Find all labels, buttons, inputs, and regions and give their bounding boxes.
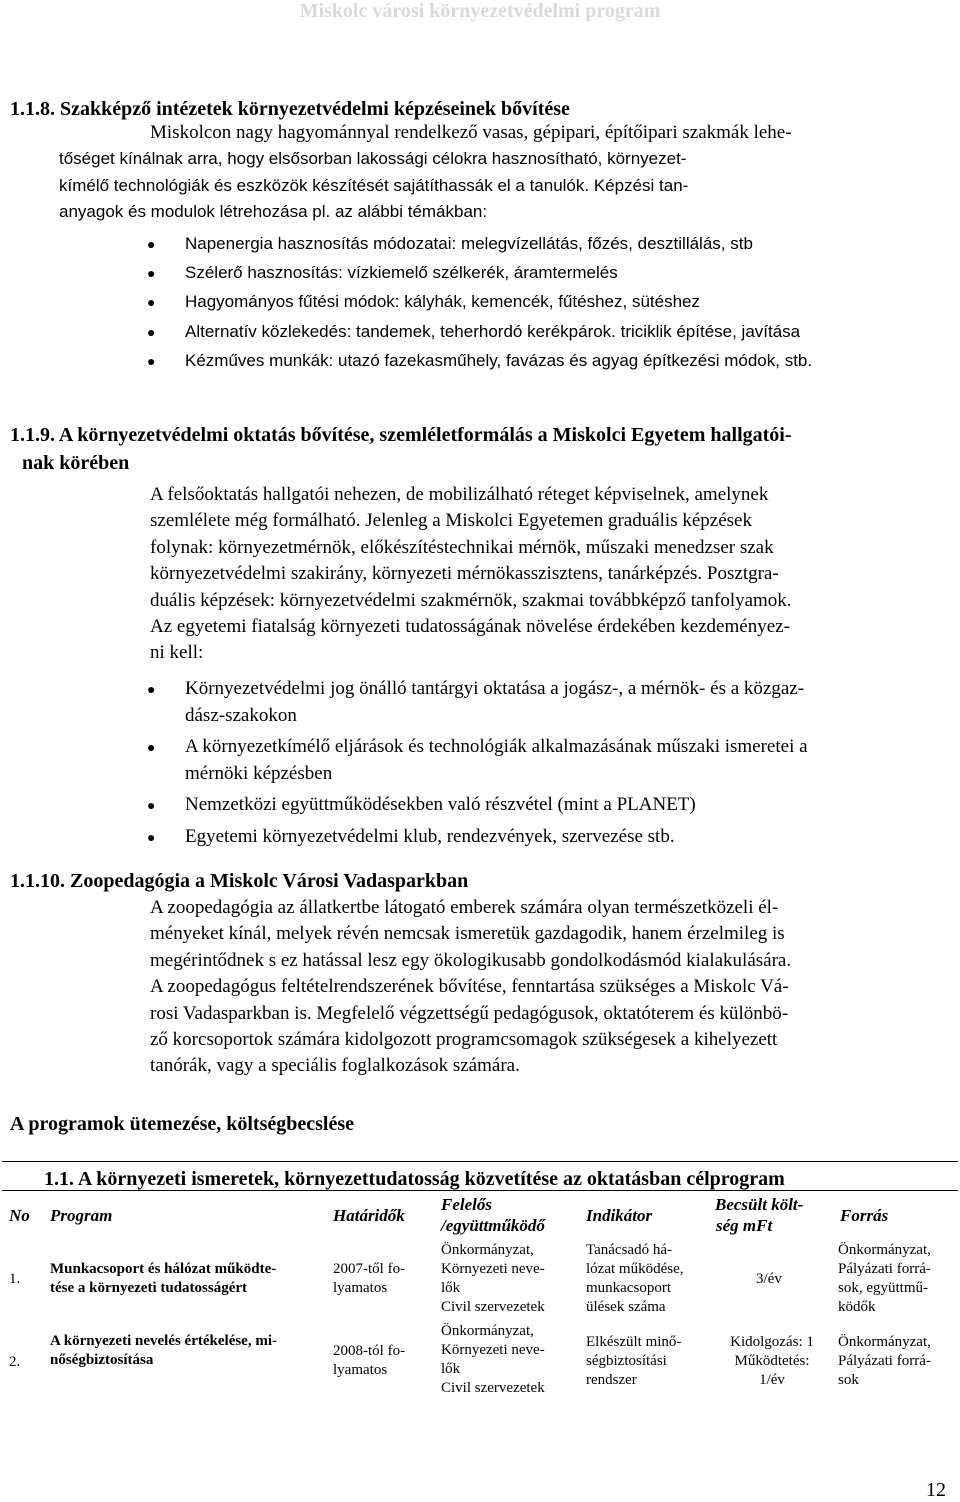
cell-line: 2008-tól fo-	[333, 1343, 406, 1359]
cell-no: 2.	[9, 1354, 21, 1370]
section-heading-1-1-10: 1.1.10. Zoopedagógia a Miskolc Városi Vadasparkban	[10, 870, 469, 892]
cell-line: Önkormányzat,	[838, 1334, 931, 1350]
cell-line: Civil szervezetek	[441, 1299, 545, 1315]
bullet-icon: ●	[147, 741, 156, 756]
text-line: rosi Vadasparkban is. Megfelelő végzettségű pedagógusok, oktatóterem és különbö-	[150, 1002, 789, 1024]
col-header-responsible: Felelős	[441, 1195, 492, 1214]
cell-line: Önkormányzat,	[441, 1323, 534, 1339]
cell-line: lyamatos	[333, 1280, 388, 1296]
col-header-cost: Becsült költ-	[715, 1195, 804, 1214]
list-item: ● Nemzetközi együttműködésekben való részvétel (mint a PLANET)	[147, 792, 808, 819]
list-item: ● A környezetkímélő eljárások és technológiák alkalmazásának műszaki ismeretei a mérnöki képzésben	[147, 736, 808, 784]
col-header-source: Forrás	[840, 1206, 889, 1225]
bullet-icon: ●	[147, 265, 156, 282]
cell-line: Pályázati forrá-	[838, 1261, 931, 1277]
text-line: megérintődnek s ez hatással lesz egy ökologikusabb gondolkodásmód kialakulására.	[150, 949, 792, 971]
cell-line: lők	[441, 1280, 461, 1296]
col-header-cooperating: /együttműködő	[441, 1216, 545, 1235]
text-line: szemlélete még formálható. Jelenleg a Miskolci Egyetemen graduális képzések	[150, 510, 752, 532]
cell-line: Önkormányzat,	[838, 1242, 931, 1258]
topic-list	[147, 229, 812, 375]
university-initiatives-list	[147, 676, 808, 850]
list-item: ● Hagyományos fűtési módok: kályhák, kemencék, fűtéshez, sütéshez	[147, 287, 812, 316]
cell-indicator	[586, 1241, 683, 1317]
col-header-deadline: Határidők	[333, 1206, 405, 1225]
bullet-icon: ●	[147, 294, 156, 311]
text-line: Az egyetemi fiatalság környezeti tudatosságának növelése érdekében kezdeményez-	[150, 616, 790, 638]
bullet-icon: ●	[147, 683, 156, 698]
bullet-icon: ●	[147, 236, 156, 252]
cell-deadline	[333, 1260, 405, 1298]
cell-line: 1/év	[759, 1372, 785, 1388]
table-top-border	[2, 1161, 958, 1162]
programs-title: A programok ütemezése, költségbecslése	[10, 1113, 355, 1135]
list-item: ● Kézműves munkák: utazó fazekasműhely, favázas és agyag építkezési módok, stb.	[147, 346, 812, 375]
cell-line: 2007-től fo-	[333, 1261, 406, 1277]
text-line: anyagok és modulok létrehozása pl. az alábbi témákban:	[59, 202, 488, 222]
bullet-icon: ●	[147, 830, 156, 846]
cell-responsible	[441, 1241, 545, 1317]
col-header-no: No	[9, 1206, 30, 1225]
cell-line: Pályázati forrá-	[838, 1353, 931, 1369]
cell-line: Környezeti neve-	[441, 1261, 545, 1277]
cell-line: Önkormányzat,	[441, 1242, 534, 1258]
table-caption: 1.1. A környezeti ismeretek, környezettudatosság közvetítése az oktatásban célprogram	[44, 1168, 785, 1190]
list-item: ● Napenergia hasznosítás módozatai: melegvízellátás, főzés, desztillálás, stb	[147, 229, 812, 258]
cell-line: 3/év	[756, 1271, 782, 1287]
text-line: A zoopedagógia az állatkertbe látogató emberek számára olyan természetközeli él-	[150, 897, 779, 918]
cell-line: Tanácsadó há-	[586, 1242, 672, 1258]
section-1-1-10-body	[150, 895, 791, 1080]
cell-cost	[722, 1333, 822, 1390]
text-line: tanórák, vagy a speciális foglalkozások számára.	[150, 1055, 520, 1077]
col-header-cost-unit: ség mFt	[716, 1216, 773, 1235]
cell-cost	[756, 1270, 782, 1289]
text-line: folynak: környezetmérnök, előkészítéstechnikai mérnök, műszaki menedzser szak	[150, 536, 774, 558]
text-line: tőséget kínálnak arra, hogy elsősorban lakossági célokra hasznosítható, környezet-	[59, 149, 687, 169]
cell-line: sok, együttmű-	[838, 1280, 928, 1296]
cell-line: Kidolgozás: 1	[730, 1334, 814, 1350]
page-number: 12	[926, 1479, 946, 1501]
text-line: környezetvédelmi szakirány, környezeti mérnökasszisztens, tanárképzés. Posztgra-	[150, 563, 779, 585]
cell-program	[50, 1332, 277, 1370]
cell-line: lyamatos	[333, 1362, 388, 1378]
cell-no: 1.	[9, 1271, 21, 1287]
cell-line: Környezeti neve-	[441, 1342, 545, 1358]
cell-deadline	[333, 1342, 405, 1380]
cell-responsible	[441, 1322, 545, 1398]
list-item: ● Környezetvédelmi jog önálló tantárgyi oktatása a jogász-, a mérnök- és a közgaz- dász-szakokon	[147, 678, 805, 726]
cell-line: A környezeti nevelés értékelése, mi-	[50, 1333, 277, 1349]
cell-line: lózat működése,	[586, 1261, 684, 1277]
text-line: A zoopedagógus feltételrendszerének bővítése, fenntartása szükséges a Miskolc Vá-	[150, 976, 789, 998]
table-caption-divider	[2, 1190, 958, 1191]
section-heading-1-1-9: 1.1.9. A környezetvédelmi oktatás bővítése, szemléletformálás a Miskolci Egyetem hallgatói-	[10, 424, 792, 446]
cell-source	[838, 1333, 931, 1390]
text-line: ményeket kínál, melyek révén nemcsak ismeretük gazdagodik, hanem érzelmileg is	[150, 923, 785, 945]
text-line: ző korcsoportok számára kidolgozott programcsomagok szükségesek a kihelyezett	[150, 1029, 778, 1051]
cell-source	[838, 1241, 931, 1317]
section-heading-1-1-9-cont: nak körében	[22, 452, 130, 474]
bullet-icon: ●	[147, 352, 156, 369]
cell-line: Munkacsoport és hálózat működte-	[50, 1261, 277, 1277]
cell-line: Működtetés:	[734, 1353, 810, 1369]
text-line: duális képzések: környezetvédelmi szakmérnök, szakmai továbbképző tanfolyamok.	[150, 589, 792, 611]
bullet-icon: ●	[147, 799, 156, 814]
list-item: ● Szélerő hasznosítás: vízkiemelő szélkerék, áramtermelés	[147, 258, 812, 287]
text-line: A felsőoktatás hallgatói nehezen, de mobilizálható réteget képviselnek, amelynek	[150, 484, 769, 505]
col-header-indicator: Indikátor	[586, 1206, 653, 1225]
list-item: ● Alternatív közlekedés: tandemek, teherhordó kerékpárok. triciklik építése, javítása	[147, 317, 812, 346]
text-line: ni kell:	[150, 642, 204, 664]
col-header-program: Program	[50, 1206, 113, 1225]
cell-line: ülések száma	[586, 1299, 666, 1315]
cell-line: ségbiztosítási	[586, 1353, 667, 1369]
section-1-1-9-body	[150, 482, 792, 667]
cell-line: Elkészült minő-	[586, 1334, 682, 1350]
section-heading-1-1-8: 1.1.8. Szakképző intézetek környezetvédelmi képzéseinek bővítése	[10, 98, 570, 120]
cell-line: sok	[838, 1372, 859, 1388]
text-line: Miskolcon nagy hagyománnyal rendelkező vasas, gépipari, építőipari szakmák lehe-	[150, 122, 792, 143]
cell-line: tése a környezeti tudatosságért	[50, 1280, 248, 1296]
cell-line: lők	[441, 1361, 461, 1377]
cell-line: nőségbiztosítása	[50, 1352, 154, 1368]
section-1-1-8-intro	[59, 120, 792, 226]
bullet-icon: ●	[147, 323, 156, 340]
cell-line: rendszer	[586, 1372, 637, 1388]
cell-indicator	[586, 1333, 681, 1390]
cell-line: ködők	[838, 1299, 876, 1315]
list-item: ● Egyetemi környezetvédelmi klub, rendezvények, szervezése stb.	[147, 824, 808, 851]
cell-line: munkacsoport	[586, 1280, 671, 1296]
text-line: kímélő technológiák és eszközök készítését sajátíthassák el a tanulók. Képzési tan-	[59, 175, 689, 195]
cell-program	[50, 1260, 276, 1298]
cell-line: Civil szervezetek	[441, 1380, 545, 1396]
page-header-title: Miskolc városi környezetvédelmi program	[299, 0, 661, 22]
